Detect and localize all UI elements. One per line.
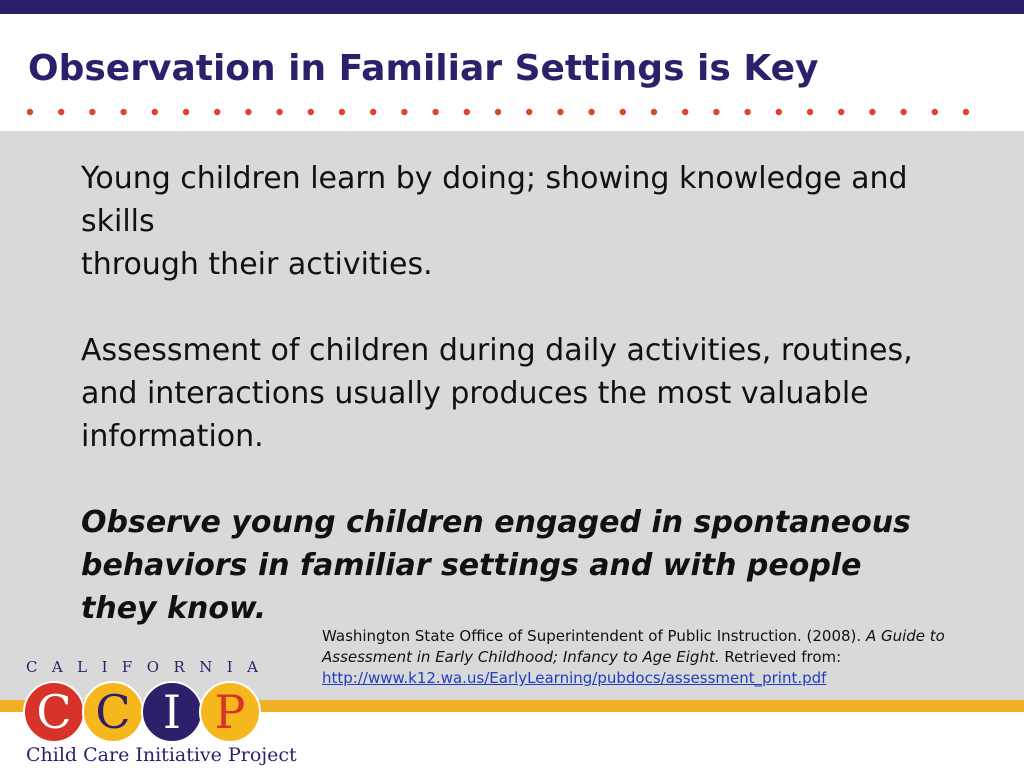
divider-dot (89, 109, 95, 115)
divider-dot (682, 109, 688, 115)
citation-link[interactable]: http://www.k12.wa.us/EarlyLearning/pubdocs/assessment_print.pdf (322, 669, 827, 687)
paragraph-1-line-2: through their activities. (81, 247, 433, 282)
divider-dot (432, 109, 438, 115)
divider-dot (807, 109, 813, 115)
divider-dot (744, 109, 750, 115)
divider-dot (276, 109, 282, 115)
divider-dot (869, 109, 875, 115)
paragraph-1-line-1: Young children learn by doing; showing knowledge and skills (81, 161, 908, 239)
divider-dot (900, 109, 906, 115)
citation (322, 626, 1002, 689)
citation-author: Washington State Office of Superintendent of Public Instruction. (2008). (322, 627, 862, 645)
divider-dot (27, 109, 33, 115)
slide-title: Observation in Familiar Settings is Key (28, 48, 819, 89)
divider-dot (214, 109, 220, 115)
logo-letter: A (51, 658, 63, 676)
divider-dot (308, 109, 314, 115)
divider-dot (526, 109, 532, 115)
logo-letter: L (77, 658, 88, 676)
divider-dot (120, 109, 126, 115)
divider-dot (620, 109, 626, 115)
divider-dot (963, 109, 969, 115)
divider-dot (152, 109, 158, 115)
divider-dot (464, 109, 470, 115)
ccip-logo (22, 680, 262, 744)
logo-letter-c2: C (95, 685, 131, 739)
divider-dot (557, 109, 563, 115)
divider-dot (932, 109, 938, 115)
divider-dot (339, 109, 345, 115)
divider-dot (370, 109, 376, 115)
divider-dot (495, 109, 501, 115)
top-accent-bar (0, 0, 1024, 14)
paragraph-1 (81, 157, 931, 286)
logo-letter-p: P (214, 685, 246, 739)
divider-dot (651, 109, 657, 115)
logo-letter: I (101, 658, 108, 676)
logo-letter: N (199, 658, 213, 676)
divider-dot (401, 109, 407, 115)
logo-name: Child Care Initiative Project (26, 744, 297, 766)
divider-dot (58, 109, 64, 115)
divider-dot (183, 109, 189, 115)
divider-dot (713, 109, 719, 115)
divider-dot (838, 109, 844, 115)
logo-letter: R (173, 658, 185, 676)
logo-letter-i: I (162, 685, 182, 739)
logo-letter: O (146, 658, 160, 676)
citation-title: A Guide to Assessment in Early Childhood; Infancy to Age Eight. (322, 627, 945, 666)
logo-letter: C (26, 658, 38, 676)
logo-letter: A (247, 658, 258, 676)
divider-dot (245, 109, 251, 115)
citation-retrieved: Retrieved from: (724, 648, 842, 666)
logo-california-text (26, 658, 258, 676)
divider-dot (588, 109, 594, 115)
divider-dot (776, 109, 782, 115)
slide-body (81, 157, 931, 630)
logo-letter: F (121, 658, 133, 676)
paragraph-2: Assessment of children during daily activities, routines, and interactions usually produces the most valuable information. (81, 333, 913, 454)
logo-letter-c1: C (36, 685, 72, 739)
dotted-divider (24, 106, 984, 118)
logo-letter: I (226, 658, 233, 676)
paragraph-3-emphasis: Observe young children engaged in spontaneous behaviors in familiar settings and with people they know. (81, 505, 911, 626)
